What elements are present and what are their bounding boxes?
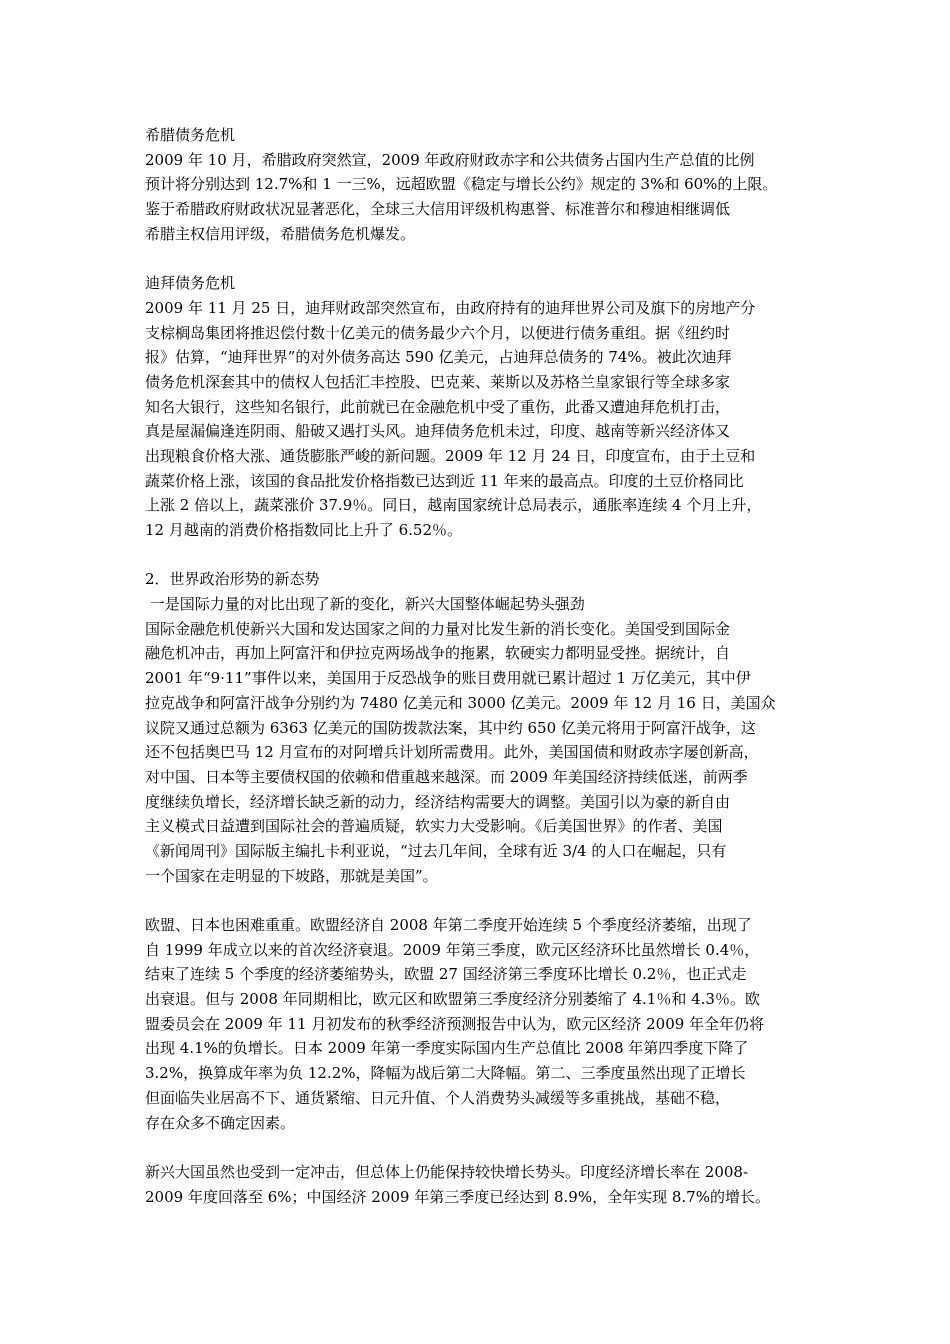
text-line: 鉴于希腊政府财政状况显著恶化，全球三大信用评级机构惠誉、标准普尔和穆迪相继调低 [145, 200, 731, 219]
text-line: 2001 年“9·11”事件以来，美国用于反恐战争的账目费用就已累计超过 1 万亿美元，其中伊 [145, 669, 751, 688]
text-line: 出现粮食价格大涨、通货膨胀严峻的新问题。2009 年 12 月 24 日，印度宣布，由于土豆和 [145, 446, 756, 465]
text-line: 对中国、日本等主要债权国的依赖和借重越来越深。而 2009 年美国经济持续低迷，前两季 [145, 767, 748, 786]
text-line: 一个国家在走明显的下坡路，那就是美国”。 [145, 866, 438, 885]
subheading-line: 一是国际力量的对比出现了新的变化，新兴大国整体崛起势头强劲 [145, 595, 585, 614]
text-line: 议院又通过总额为 6363 亿美元的国防拨款法案，其中约 650 亿美元将用于阿富汗战争，这 [145, 718, 756, 737]
text-line: 主义模式日益遭到国际社会的普遍质疑，软实力大受影响。《后美国世界》的作者、美国 [145, 817, 723, 836]
text-line: 2009 年 10 月，希腊政府突然宣，2009 年政府财政赤字和公共债务占国内生产总值的比例 [145, 150, 755, 169]
text-line: 蔬菜价格上涨，该国的食品批发价格指数已达到近 11 年来的最高点。印度的土豆价格同比 [145, 471, 744, 490]
section-dubai-debt-crisis [145, 271, 821, 543]
text-line: 报》估算，“迪拜世界”的对外债务高达 590 亿美元，占迪拜总债务的 74%。被此次迪拜 [145, 348, 732, 367]
text-line: 支棕榈岛集团将推迟偿付数十亿美元的债务最少六个月，以便进行债务重组。据《纽约时 [145, 323, 731, 342]
text-line: 出衰退。但与 2008 年同期相比，欧元区和欧盟第三季度经济分别萎缩了 4.1％和 4.3％。欧 [145, 990, 760, 1009]
paragraph-gap [145, 246, 821, 271]
text-line: 但面临失业居高不下、通货紧缩、日元升值、个人消费势头减缓等多重挑战，基础不稳， [145, 1088, 731, 1107]
text-line: 融危机冲击，再加上阿富汗和伊拉克两场战争的拖累，软硬实力都明显受挫。据统计，自 [145, 644, 731, 663]
paragraph-gap [145, 543, 821, 568]
text-line: 欧盟、日本也困难重重。欧盟经济自 2008 年第二季度开始连续 5 个季度经济萎缩，出现了 [145, 916, 752, 934]
text-line: 预计将分别达到 12.7%和 1 一三%，远超欧盟《稳定与增长公约》规定的 3%和 60%的上限。 [145, 175, 778, 194]
text-line: 盟委员会在 2009 年 11 月初发布的秋季经济预测报告中认为，欧元区经济 2009 年全年仍将 [145, 1014, 765, 1033]
paragraph-gap [145, 888, 821, 913]
text-line: 度继续负增长，经济增长缺乏新的动力，经济结构需要大的调整。美国引以为豪的新自由 [145, 792, 731, 811]
text-line: 12 月越南的消费价格指数同比上升了 6.52％。 [145, 521, 463, 539]
section-greece-debt-crisis [145, 123, 821, 246]
text-line: 知名大银行，这些知名银行，此前就已在金融危机中受了重伤，此番又遭迪拜危机打击， [145, 397, 731, 416]
section-heading: 希腊债务危机 [145, 126, 236, 144]
section-eu-japan [145, 913, 821, 1135]
text-line: 出现 4.1%的负增长。日本 2009 年第一季度实际国内生产总值比 2008 年第四季度下降了 [145, 1039, 749, 1058]
text-line: 国际金融危机使新兴大国和发达国家之间的力量对比发生新的消长变化。美国受到国际金 [145, 619, 731, 638]
text-line: 2009 年度回落至 6%；中国经济 2009 年第三季度已经达到 8.9%，全年实现 8.7%的增长。 [145, 1187, 770, 1206]
text-line: 拉克战争和阿富汗战争分别约为 7480 亿美元和 3000 亿美元。2009 年 12 月 16 日，美国众 [145, 693, 776, 712]
text-line: 2009 年 11 月 25 日，迪拜财政部突然宣布，由政府持有的迪拜世界公司及旗下的房地产分 [145, 298, 756, 317]
section-emerging-powers [145, 1160, 821, 1209]
text-line: 自 1999 年成立以来的首次经济衰退。2009 年第三季度，欧元区经济环比虽然增长 0.4％， [145, 940, 760, 959]
text-line: 希腊主权信用评级，希腊债务危机爆发。 [145, 224, 416, 243]
text-line: 还不包括奥巴马 12 月宣布的对阿增兵计划所需费用。此外，美国国债和财政赤字屡创新高， [145, 743, 759, 762]
text-line: 存在众多不确定因素。 [145, 1113, 296, 1132]
section-heading: 2．世界政治形势的新态势 [145, 570, 320, 589]
text-line: 3.2%，换算成年率为负 12.2%，降幅为战后第二大降幅。第二、三季度虽然出现了正增长 [145, 1064, 746, 1083]
text-line: 结束了连续 5 个季度的经济萎缩势头，欧盟 27 国经济第三季度环比增长 0.2％，也正式走 [145, 965, 747, 984]
section-world-politics [145, 567, 821, 888]
document-body [145, 123, 821, 1209]
text-line: 上涨 2 倍以上，蔬菜涨价 37.9％。同日，越南国家统计总局表示，通胀率连续 4 个月上升， [145, 496, 762, 515]
text-line: 真是屋漏偏逢连阴雨、船破又遇打头风。迪拜债务危机未过，印度、越南等新兴经济体又 [145, 422, 731, 441]
text-line: 债务危机深套其中的债权人包括汇丰控股、巴克莱、莱斯以及苏格兰皇家银行等全球多家 [145, 372, 731, 391]
text-line: 《新闻周刊》国际版主编扎卡利亚说，“过去几年间，全球有近 3/4 的人口在崛起，只有 [145, 841, 727, 860]
paragraph-gap [145, 1135, 821, 1160]
section-heading: 迪拜债务危机 [145, 274, 236, 293]
text-line: 新兴大国虽然也受到一定冲击，但总体上仍能保持较快增长势头。印度经济增长率在 2008- [145, 1162, 749, 1181]
